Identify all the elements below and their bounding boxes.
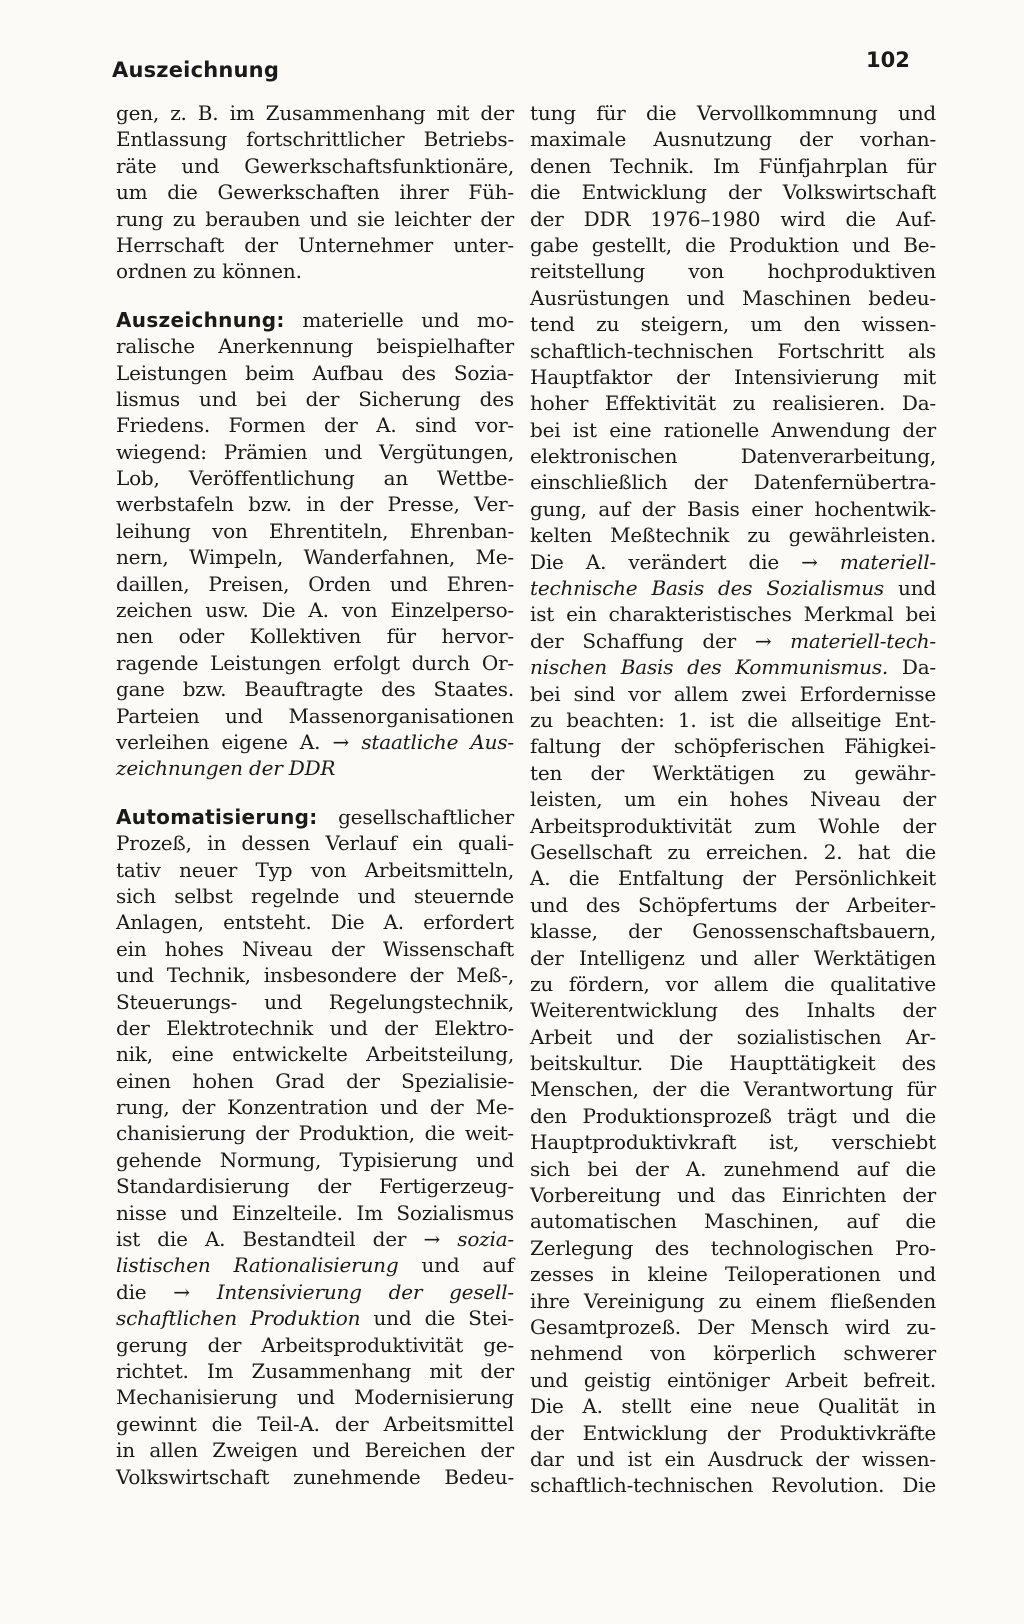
text-line: werbstafeln bzw. in der Presse, Ver- bbox=[116, 492, 514, 517]
text-span: Die A. verändert die bbox=[530, 549, 779, 574]
text-line: gabe gestellt, die Produktion und Be- bbox=[530, 232, 936, 257]
text-span: Da- bbox=[901, 655, 936, 680]
text-line: zu beachten: 1. ist die allseitige Ent- bbox=[530, 707, 936, 732]
text-line: der Elektrotechnik und der Elektro- bbox=[116, 1015, 514, 1040]
text-line: schaftlich-technischen Revolution. Die bbox=[530, 1473, 936, 1498]
text-line: maximale Ausnutzung der vorhan- bbox=[530, 127, 936, 152]
text-line: der Entwicklung der Produktivkräfte bbox=[530, 1420, 936, 1445]
text-span: der Schaffung der bbox=[530, 628, 737, 653]
text-line: kelten Meßtechnik zu gewährleisten. bbox=[530, 523, 936, 548]
text-line: ein hohes Niveau der Wissenschaft bbox=[116, 936, 514, 961]
text-line: ragende Leistungen erfolgt durch Or- bbox=[116, 650, 514, 675]
text-span: und auf bbox=[421, 1253, 514, 1278]
page-number: 102 bbox=[866, 48, 910, 72]
text-line: Steuerungs- und Regelungstechnik, bbox=[116, 989, 514, 1014]
cross-reference-link[interactable]: nischen Basis des Kommunismus. bbox=[530, 655, 889, 680]
text-line: und geistig eintöniger Arbeit befreit. bbox=[530, 1367, 936, 1392]
text-line: Zerlegung des technologischen Pro- bbox=[530, 1235, 936, 1260]
cross-reference-arrow-icon: → bbox=[173, 1279, 190, 1304]
text-line: Herrschaft der Unternehmer unter- bbox=[116, 232, 514, 257]
text-span: und bbox=[898, 576, 936, 601]
text-line: denen Technik. Im Fünfjahrplan für bbox=[530, 153, 936, 178]
text-line: die Entwicklung der Volkswirtschaft bbox=[530, 180, 936, 205]
text-line: einen hohen Grad der Spezialisie- bbox=[116, 1068, 514, 1093]
text-line: Mechanisierung und Modernisierung bbox=[116, 1385, 514, 1410]
text-line: Gesamtprozeß. Der Mensch wird zu- bbox=[530, 1314, 936, 1339]
cross-reference-link[interactable]: materiell-tech- bbox=[790, 628, 936, 653]
cross-reference-link[interactable]: schaftlichen Produktion bbox=[116, 1306, 361, 1331]
text-line: in allen Zweigen und Bereichen der bbox=[116, 1438, 514, 1463]
text-line: tend zu steigern, um den wissen- bbox=[530, 312, 936, 337]
running-head: Auszeichnung bbox=[112, 58, 280, 82]
cross-reference-link[interactable]: sozia- bbox=[457, 1227, 514, 1252]
text-line: bei sind vor allem zwei Erfordernisse bbox=[530, 681, 936, 706]
text-line: elektronischen Datenverarbeitung, bbox=[530, 444, 936, 469]
entry-headword: Auszeichnung: bbox=[116, 307, 285, 332]
text-line: ihre Vereinigung zu einem fließenden bbox=[530, 1288, 936, 1313]
text-line: ralische Anerkennung beispielhafter bbox=[116, 334, 514, 359]
text-line: lismus und bei der Sicherung des bbox=[116, 386, 514, 411]
text-line: nehmend von körperlich schwerer bbox=[530, 1341, 936, 1366]
text-line: nik, eine entwickelte Arbeitsteilung, bbox=[116, 1042, 514, 1067]
cross-reference-link[interactable]: Intensivierung der gesell- bbox=[216, 1279, 514, 1304]
text-line: rung zu berauben und sie leichter der bbox=[116, 206, 514, 231]
text-line: schaftlich-technischen Fortschritt als bbox=[530, 338, 936, 363]
text-line: hoher Effektivität zu realisieren. Da- bbox=[530, 391, 936, 416]
text-line: gehende Normung, Typisierung und bbox=[116, 1147, 514, 1172]
text-line: A. die Entfaltung der Persönlichkeit bbox=[530, 866, 936, 891]
text-line: gane bzw. Beauftragte des Staates. bbox=[116, 677, 514, 702]
left-column bbox=[116, 100, 514, 1490]
text-span: ist die A. Bestandteil der bbox=[116, 1227, 407, 1252]
text-line: Volkswirtschaft zunehmende Bedeu- bbox=[116, 1464, 514, 1489]
cross-reference-link[interactable]: technische Basis des Sozialismus bbox=[530, 576, 884, 601]
text-line: sich bei der A. zunehmend auf die bbox=[530, 1156, 936, 1181]
text-line: gung, auf der Basis einer hochentwik- bbox=[530, 496, 936, 521]
text-line: zeichen usw. Die A. von Einzelperso- bbox=[116, 598, 514, 623]
continuation-paragraph bbox=[116, 100, 514, 285]
text-span: materielle und mo- bbox=[302, 307, 514, 332]
entry-headword: Automatisierung: bbox=[116, 804, 318, 829]
text-line: ist ein charakteristisches Merkmal bei bbox=[530, 602, 936, 627]
text-line: Arbeitsproduktivität zum Wohle der bbox=[530, 813, 936, 838]
text-line: tativ neuer Typ von Arbeitsmitteln, bbox=[116, 857, 514, 882]
text-line: Hauptfaktor der Intensivierung mit bbox=[530, 364, 936, 389]
text-line: der DDR 1976–1980 wird die Auf- bbox=[530, 206, 936, 231]
text-line: Standardisierung der Fertigerzeug- bbox=[116, 1174, 514, 1199]
cross-reference-arrow-icon: → bbox=[801, 549, 818, 574]
text-line: richtet. Im Zusammenhang mit der bbox=[116, 1358, 514, 1383]
text-line: Hauptproduktivkraft ist, verschiebt bbox=[530, 1130, 936, 1155]
text-line: räte und Gewerkschaftsfunktionäre, bbox=[116, 153, 514, 178]
text-line: Anlagen, entsteht. Die A. erfordert bbox=[116, 910, 514, 935]
text-span: verleihen eigene A. bbox=[116, 729, 321, 754]
text-line: klasse, der Genossenschaftsbauern, bbox=[530, 919, 936, 944]
text-line: automatischen Maschinen, auf die bbox=[530, 1209, 936, 1234]
cross-reference-link[interactable]: listischen Rationalisierung bbox=[116, 1253, 399, 1278]
text-line: gerung der Arbeitsproduktivität ge- bbox=[116, 1332, 514, 1357]
text-line: Menschen, der die Verantwortung für bbox=[530, 1077, 936, 1102]
text-line: Gesellschaft zu erreichen. 2. hat die bbox=[530, 839, 936, 864]
text-line: chanisierung der Produktion, die weit- bbox=[116, 1121, 514, 1146]
text-line: der Intelligenz und aller Werktätigen bbox=[530, 945, 936, 970]
text-line: leisten, um ein hohes Niveau der bbox=[530, 787, 936, 812]
text-line: ten der Werktätigen zu gewähr- bbox=[530, 760, 936, 785]
text-line: Die A. stellt eine neue Qualität in bbox=[530, 1394, 936, 1419]
text-line: um die Gewerkschaften ihrer Füh- bbox=[116, 180, 514, 205]
text-line: und des Schöpfertums der Arbeiter- bbox=[530, 892, 936, 917]
text-line: zesses in kleine Teiloperationen und bbox=[530, 1262, 936, 1287]
text-line: Leistungen beim Aufbau des Sozia- bbox=[116, 360, 514, 385]
text-line: nern, Wimpeln, Wanderfahnen, Me- bbox=[116, 545, 514, 570]
text-line: sich selbst regelnde und steuernde bbox=[116, 883, 514, 908]
text-span: und die Stei- bbox=[373, 1306, 514, 1331]
text-line: Friedens. Formen der A. sind vor- bbox=[116, 413, 514, 438]
text-line: Ausrüstungen und Maschinen bedeu- bbox=[530, 285, 936, 310]
text-line: daillen, Preisen, Orden und Ehren- bbox=[116, 571, 514, 596]
text-line: gewinnt die Teil-A. der Arbeitsmittel bbox=[116, 1411, 514, 1436]
text-line: Parteien und Massenorganisationen bbox=[116, 703, 514, 728]
text-span: gesellschaftlicher bbox=[338, 804, 514, 829]
entry-auszeichnung bbox=[116, 307, 514, 782]
text-line: rung, der Konzentration und der Me- bbox=[116, 1095, 514, 1120]
cross-reference-arrow-icon: → bbox=[423, 1227, 441, 1252]
text-line: leihung von Ehrentiteln, Ehrenban- bbox=[116, 518, 514, 543]
text-line: nen oder Kollektiven für hervor- bbox=[116, 624, 514, 649]
entry-automatisierung bbox=[116, 804, 514, 1490]
text-line: Arbeit und der sozialistischen Ar- bbox=[530, 1024, 936, 1049]
text-line: und Technik, insbesondere der Meß-, bbox=[116, 963, 514, 988]
text-line: Entlassung fortschrittlicher Betriebs- bbox=[116, 127, 514, 152]
cross-reference-link[interactable]: zeichnungen der DDR bbox=[116, 756, 336, 781]
text-line: Weiterentwicklung des Inhalts der bbox=[530, 998, 936, 1023]
text-line: reitstellung von hochproduktiven bbox=[530, 259, 936, 284]
text-line: nisse und Einzelteile. Im Sozialismus bbox=[116, 1200, 514, 1225]
cross-reference-link[interactable]: staatliche Aus- bbox=[361, 729, 514, 754]
text-line: Lob, Veröffentlichung an Wettbe- bbox=[116, 466, 514, 491]
right-column bbox=[530, 100, 936, 1499]
text-line: gen, z. B. im Zusammenhang mit der bbox=[116, 101, 514, 125]
text-line: Vorbereitung und das Einrichten der bbox=[530, 1183, 936, 1208]
cross-reference-arrow-icon: → bbox=[754, 628, 772, 653]
text-line: bei ist eine rationelle Anwendung der bbox=[530, 417, 936, 442]
text-line: faltung der schöpferischen Fähigkei- bbox=[530, 734, 936, 759]
text-line: zu fördern, vor allem die qualitative bbox=[530, 971, 936, 996]
text-line: Prozeß, in dessen Verlauf ein quali- bbox=[116, 831, 514, 856]
cross-reference-link[interactable]: materiell- bbox=[839, 549, 936, 574]
text-line: ordnen zu können. bbox=[116, 259, 302, 284]
text-line: wiegend: Prämien und Vergütungen, bbox=[116, 439, 514, 464]
cross-reference-arrow-icon: → bbox=[332, 729, 350, 754]
text-line: dar und ist ein Ausdruck der wissen- bbox=[530, 1446, 936, 1471]
text-span: die bbox=[116, 1279, 147, 1304]
text-line: einschließlich der Datenfernübertra- bbox=[530, 470, 936, 495]
text-line: den Produktionsprozeß trägt und die bbox=[530, 1103, 936, 1128]
text-line: beitskultur. Die Haupttätigkeit des bbox=[530, 1051, 936, 1076]
text-line: tung für die Vervollkommnung und bbox=[530, 101, 936, 125]
